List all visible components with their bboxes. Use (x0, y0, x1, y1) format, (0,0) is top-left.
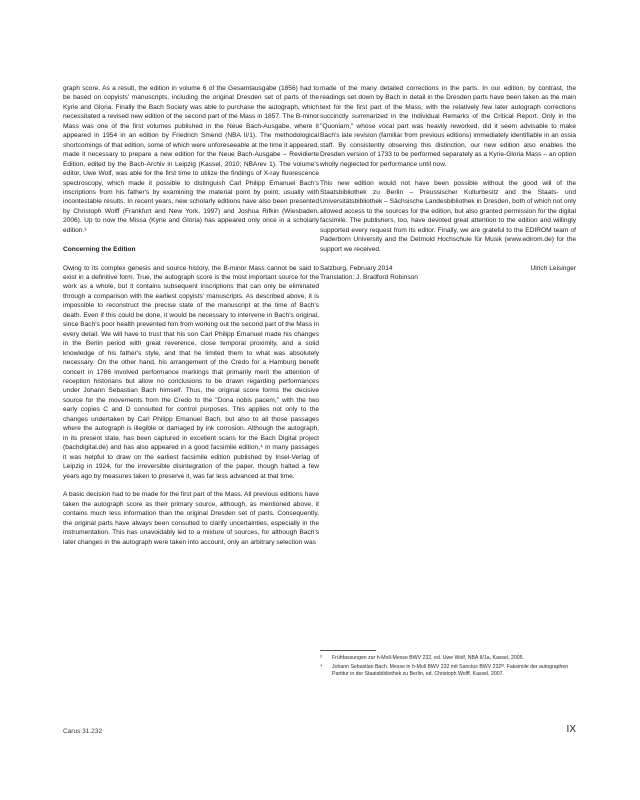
author-name: Ulrich Leisinger (530, 264, 576, 272)
translation-credit: Translation: J. Bradford Robinson (320, 274, 418, 282)
footnote-text: Johann Sebastian Bach. Messe in h-Moll BWV 232 mit Sanctus BWV 232ᴵᴵᴵ. Faksimile der autographen Partitur in der Staatsbibliothek zu Berlin, ed. Christoph Wolff, Kassel, 2007. (332, 663, 569, 677)
footnote-text: Frühfassungen zur h-Moll-Messe BWV 232, ed. Uwe Wolf, NBA II/1a, Kassel, 2005. (332, 655, 524, 661)
left-column (63, 84, 319, 547)
body-paragraph: graph score. As a result, the edition in volume 6 of the Gesamtausgabe (1856) had to be based on copyists' manuscripts, including the original Dresden set of parts of the Kyrie and Gloria. Finally the Bach Society was able to purchase the autograph, which necessitated a revised new edition of the second part of the Mass in 1857. The B-minor Mass was one of the first volumes published in the Neue Bach-Ausgabe, where it appeared in 1954 in an edition by Friedrich Smend (NBA II/1). The methodological shortcomings of that edition, some of which were unforeseeable at the time it appeared, made it necessary to prepare a new edition for the Neue Bach-Ausgabe – Revidierte Edition, edited by the Bach-Archiv in Leipzig (Kassel, 2010; NBArev 1). The volume's editor, Uwe Wolf, was able for the first time to utilize the findings of X-ray fluorescence spectroscopy, which made it possible to distinguish Carl Philipp Emanuel Bach's inscriptions from his father's by examining the material point by point, usually with incontestable results. In recent years, new scholarly editions have also been presented by Christoph Wolff (Frankfurt and New York, 1997) and Joshua Rifkin (Wiesbaden, 2006). Up to now the Missa (Kyrie and Gloria) has appeared only once in a scholarly edition.³ (63, 85, 319, 234)
footnote-rule (320, 650, 376, 651)
signature-line (320, 264, 576, 273)
right-column (320, 84, 576, 282)
footnote-number: ³ (320, 655, 322, 661)
body-paragraph: A basic decision had to be made for the first part of the Mass. All previous editions have taken the autograph score as their primary source, although, as mentioned above, it contains much less information than the original Dresden set of parts. Consequently, the original parts have always been consulted to clarify uncertainties, especially in the instrumentation. This has unavoidably led to a mixture of sources, for although Bach's later changes in the autograph were taken into account, only an arbitrary selection was (63, 491, 319, 546)
footnote (320, 655, 576, 662)
footnotes (320, 650, 576, 679)
page-number: IX (566, 724, 576, 735)
place-date: Salzburg, February 2014 (320, 264, 393, 272)
catalog-number: Carus 31.232 (63, 728, 103, 735)
body-paragraph: made of the many detailed corrections in the parts. In our edition, by contrast, the readings set down by Bach in detail in the Dresden parts have been taken as the main text for the first part of the Mass, with the relatively few later autograph corrections succinctly summarized in the Individual Remarks of the Critical Report. Only in the "Quoniam," whose vocal part was heavily reworked, did it seem advisable to make Bach's late revision (familiar from previous editions) immediately identifiable in an ossia staff. By consistently observing this distinction, our new edition also enables the Dresden version of 1733 to be performed separately as a Kyrie-Gloria Mass – an option wholly neglected for performance until now. (320, 85, 576, 168)
body-paragraph: This new edition would not have been possible without the good will of the Staatsbibliothek zu Berlin – Preussischer Kulturbesitz and the Staats- und Universitätsbibliothek – Sächsische Landesbibliothek in Dresden, both of which not only allowed access to the sources for the edition, but also granted permission for the digital facsimile. The publishers, too, have devoted great attention to the edition and willingly supported every request from its editor. Finally, we are grateful to the EDIROM team of Paderborn University and the Detmold Hochschule für Musik (www.edirom.de) for the support we received. (320, 179, 576, 253)
section-heading: Concerning the Edition (63, 245, 136, 253)
footnote-number: ⁴ (320, 663, 323, 670)
footnote (320, 664, 576, 678)
body-paragraph: Owing to its complex genesis and source history, the B-minor Mass cannot be said to exist in a definitive form. True, the autograph score is the most important source for the work as a whole, but it contains subsequent inscriptions that can only be eliminated through a comparison with the earliest copyists' manuscripts. As described above, it is impossible to reconstruct the precise state of the manuscript at the time of Bach's death. Even if this could be done, it would be necessary to intervene in Bach's original, since Bach's poor health prevented him from working out the second part of the Mass in every detail. We will have to trust that his son Carl Philipp Emanuel made his changes in the Berlin period with great reverence, close temporal proximity, and a solid knowledge of his father's style, and that he limited them to what was absolutely necessary. On the other hand, his arrangement of the Credo for a Hamburg benefit concert in 1786 involved performance markings that primarily merit the attention of reception historians but allow no conclusions to be drawn regarding performances under Johann Sebastian Bach himself. Thus, the original score forms the decisive source for the movements from the Credo to the "Dona nobis pacem," with the two early copies C and D consulted for control purposes. This applies not only to the changes undertaken by Carl Philipp Emanuel Bach, but also to all those passages where the autograph is illegible or damaged by ink corrosion. Although the autograph, in its present state, has been captured in excellent scans for the Bach Digital project (bachdigital.de) and has also appeared in a good facsimile edition,⁴ in many passages it was helpful to draw on the earliest facsimile edition published by Insel-Verlag of Leipzig in 1924, for the irreversible disintegration of the paper, though halted a few years ago by measures taken to preserve it, was far less advanced at that time. (63, 264, 319, 480)
